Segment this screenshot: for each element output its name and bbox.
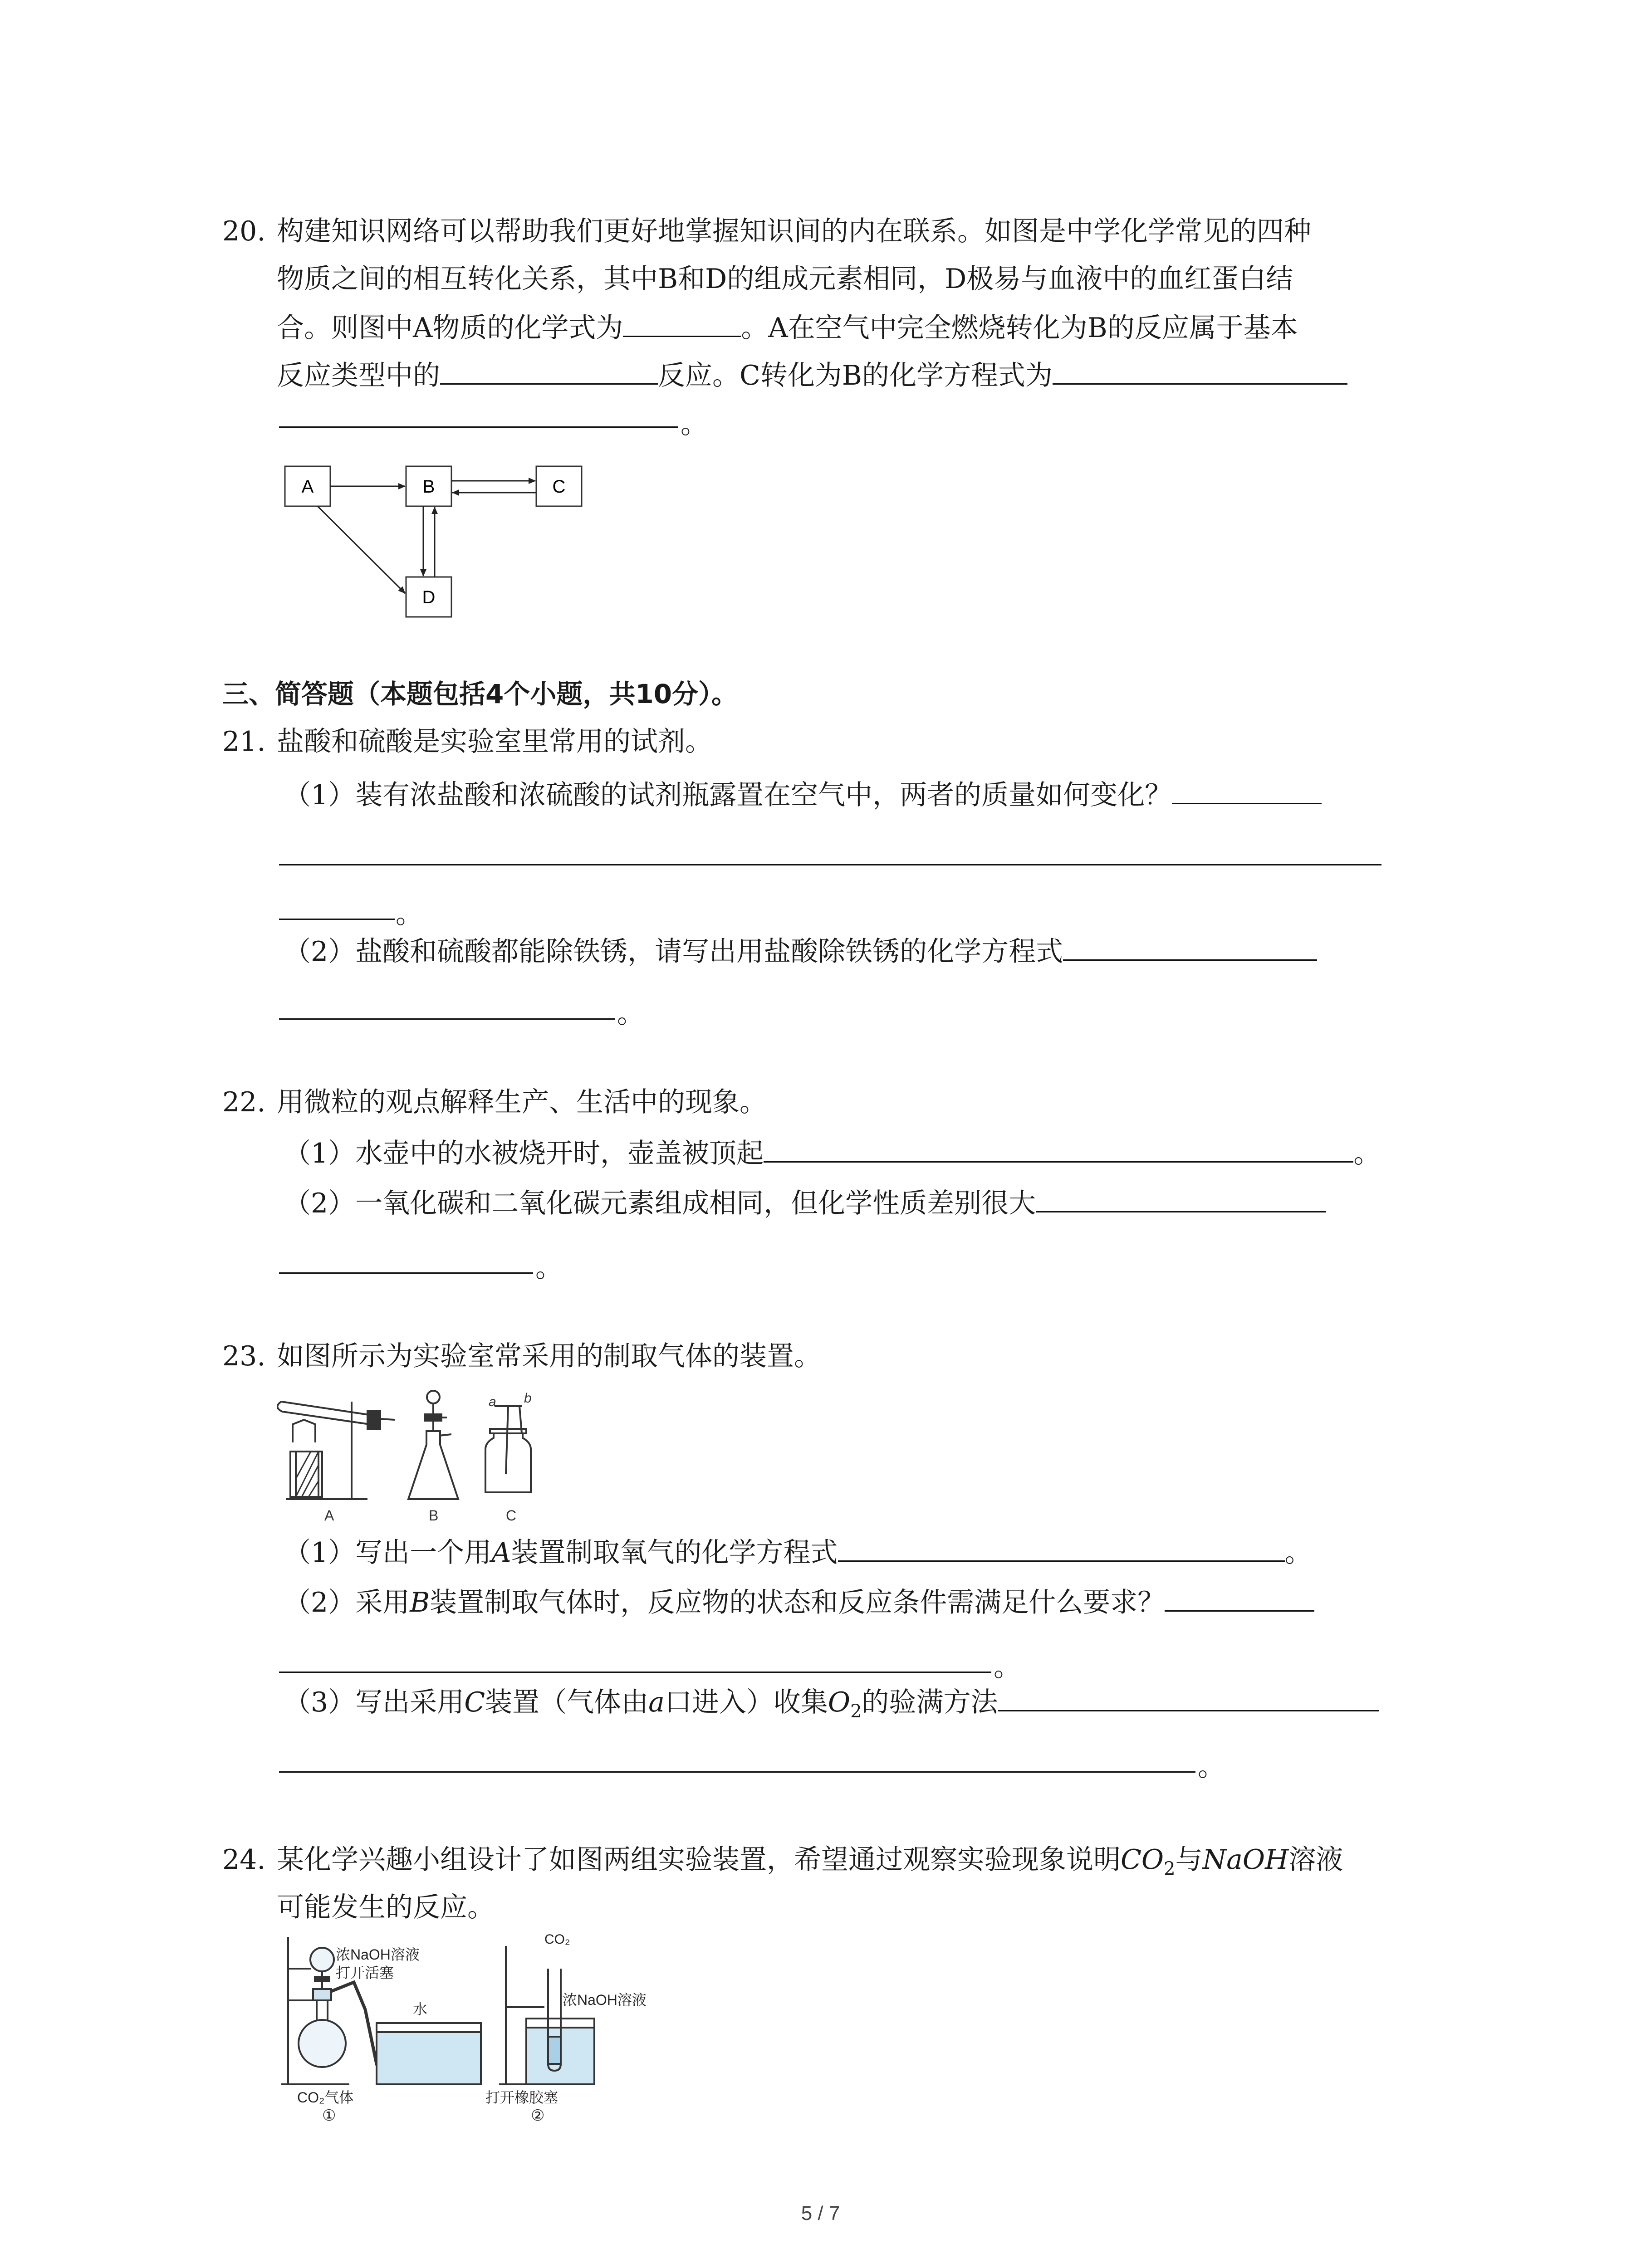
q22-part1-end: 。 xyxy=(1353,1138,1381,1169)
port-b-label: b xyxy=(524,1391,532,1406)
q23-part3-end: 。 xyxy=(1198,1751,1225,1783)
apparatus-b-label: B xyxy=(429,1507,439,1524)
q23-part2 xyxy=(284,1583,1314,1621)
q20-text-3a: 合。则图中A物质的化学式为 xyxy=(277,312,623,344)
q24-co: CO xyxy=(1121,1844,1164,1876)
q20-text-2: 物质之间的相互转化关系，其中B和D的组成元素相同，D极易与血液中的血红蛋白结 xyxy=(277,263,1293,295)
q20-blank-formula[interactable] xyxy=(623,308,741,337)
fig1-label-open-valve: 打开活塞 xyxy=(336,1965,394,1981)
page-number: 5 / 7 xyxy=(801,2202,840,2224)
fig2-number: ② xyxy=(531,2107,545,2124)
experiment-2-apparatus xyxy=(499,1946,594,2084)
q20-line4 xyxy=(277,356,1347,394)
q24-text-d: 与 xyxy=(1175,1844,1203,1876)
q23-part3-letter-a: a xyxy=(648,1686,665,1718)
arrow-a-to-d xyxy=(318,506,405,593)
q21-part1-end: 。 xyxy=(396,898,423,930)
q23-stem-text: 如图所示为实验室常采用的制取气体的装置。 xyxy=(277,1340,821,1372)
q20-number: 20. xyxy=(222,215,266,247)
q24-line2: 可能发生的反应。 xyxy=(277,1892,495,1923)
q21-part2-end: 。 xyxy=(617,998,644,1030)
q24-number: 24. xyxy=(222,1844,266,1876)
q21-stem xyxy=(222,723,712,760)
q22-part2-end: 。 xyxy=(535,1252,563,1284)
q22-part1 xyxy=(284,1134,1381,1172)
q21-part1 xyxy=(284,776,1322,813)
q21-blank-1-end[interactable] xyxy=(279,919,395,920)
q23-part3-text-a: （3）写出采用 xyxy=(284,1686,465,1718)
q22-part2-text: （2）一氧化碳和二氧化碳元素组成相同，但化学性质差别很大 xyxy=(284,1188,1036,1219)
q23-blank-3[interactable] xyxy=(998,1683,1379,1711)
q23-part2-end: 。 xyxy=(994,1651,1021,1683)
diagram-label-c: C xyxy=(552,477,566,497)
q20-line3 xyxy=(277,308,1298,346)
q21-part2-text: （2）盐酸和硫酸都能除铁锈，请写出用盐酸除铁锈的化学方程式 xyxy=(284,936,1063,968)
fig1-label-co2: CO₂气体 xyxy=(297,2089,354,2106)
q20-text-1: 构建知识网络可以帮助我们更好地掌握知识间的内在联系。如图是中学化学常见的四种 xyxy=(277,215,1311,247)
fig1-number: ① xyxy=(322,2107,336,2124)
q23-stem xyxy=(222,1338,821,1374)
q23-part3-letter-c: C xyxy=(464,1686,485,1718)
q24-text-f: 溶液 xyxy=(1288,1844,1343,1876)
q23-part3 xyxy=(284,1683,1379,1730)
port-a-label: a xyxy=(489,1394,496,1409)
q20-blank-equation-cont[interactable] xyxy=(279,426,678,428)
q24-text-a: 某化学兴趣小组设计了如图两组实验装置，希望通过观察实验现象说明 xyxy=(277,1844,1121,1876)
q22-part2 xyxy=(284,1184,1326,1222)
fig1-label-naoh: 浓NaOH溶液 xyxy=(336,1946,420,1963)
apparatus-b xyxy=(408,1391,458,1499)
apparatus-a xyxy=(277,1402,395,1499)
q22-part1-text: （1）水壶中的水被烧开时，壶盖被顶起 xyxy=(284,1138,764,1169)
q22-stem xyxy=(222,1084,767,1120)
q23-blank-1[interactable] xyxy=(838,1533,1285,1562)
q21-part2 xyxy=(284,932,1317,970)
q21-blank-2-cont[interactable] xyxy=(279,1018,615,1020)
q24-co-sub: 2 xyxy=(1164,1858,1176,1879)
q21-blank-2[interactable] xyxy=(1063,932,1317,961)
q23-part2-text-a: （2）采用 xyxy=(284,1587,410,1618)
diagram-label-a: A xyxy=(301,477,314,497)
q22-blank-1[interactable] xyxy=(764,1134,1353,1163)
q21-part1-text: （1）装有浓盐酸和浓硫酸的试剂瓶露置在空气中，两者的质量如何变化？ xyxy=(284,779,1172,811)
q24-naoh: NaOH xyxy=(1202,1844,1289,1876)
q23-part2-letter: B xyxy=(410,1587,430,1618)
q22-stem-text: 用微粒的观点解释生产、生活中的现象。 xyxy=(277,1086,767,1118)
q23-part1-end: 。 xyxy=(1284,1537,1312,1569)
section3-title: 三、简答题（本题包括4个小题，共10分）。 xyxy=(222,679,738,709)
q20-blank-reaction-type[interactable] xyxy=(440,356,658,385)
q22-number: 22. xyxy=(222,1086,266,1118)
q23-blank-2-cont[interactable] xyxy=(279,1672,991,1673)
q23-part3-text-c: 装置（气体由 xyxy=(485,1686,649,1718)
q24-experiment-figure xyxy=(272,1928,662,2127)
q21-blank-1[interactable] xyxy=(1172,776,1322,804)
diagram-label-d: D xyxy=(422,587,436,607)
q23-part1-text-a: （1）写出一个用 xyxy=(284,1537,492,1569)
q23-number: 23. xyxy=(222,1340,266,1372)
q23-blank-3-cont[interactable] xyxy=(279,1771,1195,1773)
q23-apparatus-figure xyxy=(277,1388,594,1524)
fig2-label-naoh: 浓NaOH溶液 xyxy=(563,1992,647,2008)
q23-part1 xyxy=(284,1533,1312,1571)
q23-part3-sub: 2 xyxy=(850,1701,862,1722)
fig1-label-water: 水 xyxy=(413,2001,428,2017)
q24-line1 xyxy=(222,1842,1343,1887)
q20-line2 xyxy=(277,261,1293,297)
q23-blank-2[interactable] xyxy=(1165,1583,1314,1612)
fig2-label-open-stopper: 打开橡胶塞 xyxy=(485,2089,558,2106)
q21-number: 21. xyxy=(222,726,266,758)
q23-part1-letter: A xyxy=(491,1537,511,1569)
q23-part1-text-c: 装置制取氧气的化学方程式 xyxy=(511,1537,838,1569)
q21-stem-text: 盐酸和硫酸是实验室里常用的试剂。 xyxy=(277,726,712,758)
fig2-label-co2: CO₂ xyxy=(544,1932,570,1947)
q23-part3-text-e: 口进入）收集 xyxy=(664,1686,828,1718)
q20-line5-end: 。 xyxy=(681,408,708,440)
q20-blank-equation[interactable] xyxy=(1053,356,1347,385)
q20-conversion-diagram xyxy=(272,454,617,626)
q23-part3-text-h: 的验满方法 xyxy=(862,1686,998,1718)
apparatus-a-label: A xyxy=(324,1507,334,1524)
q23-part3-o: O xyxy=(828,1686,851,1718)
apparatus-c-label: C xyxy=(506,1507,517,1524)
q20-text-4b: 反应。C转化为B的化学方程式为 xyxy=(658,360,1053,391)
apparatus-c xyxy=(485,1406,531,1492)
q22-blank-2-cont[interactable] xyxy=(279,1272,533,1274)
q23-part2-text-c: 装置制取气体时，反应物的状态和反应条件需满足什么要求？ xyxy=(430,1587,1165,1618)
q20-line1 xyxy=(222,213,1311,249)
q21-blank-1-cont[interactable] xyxy=(279,864,1381,865)
q20-text-3b: 。A在空气中完全燃烧转化为B的反应属于基本 xyxy=(741,312,1298,344)
q20-text-4a: 反应类型中的 xyxy=(277,360,440,391)
q22-blank-2[interactable] xyxy=(1036,1184,1326,1212)
diagram-label-b: B xyxy=(422,477,435,497)
